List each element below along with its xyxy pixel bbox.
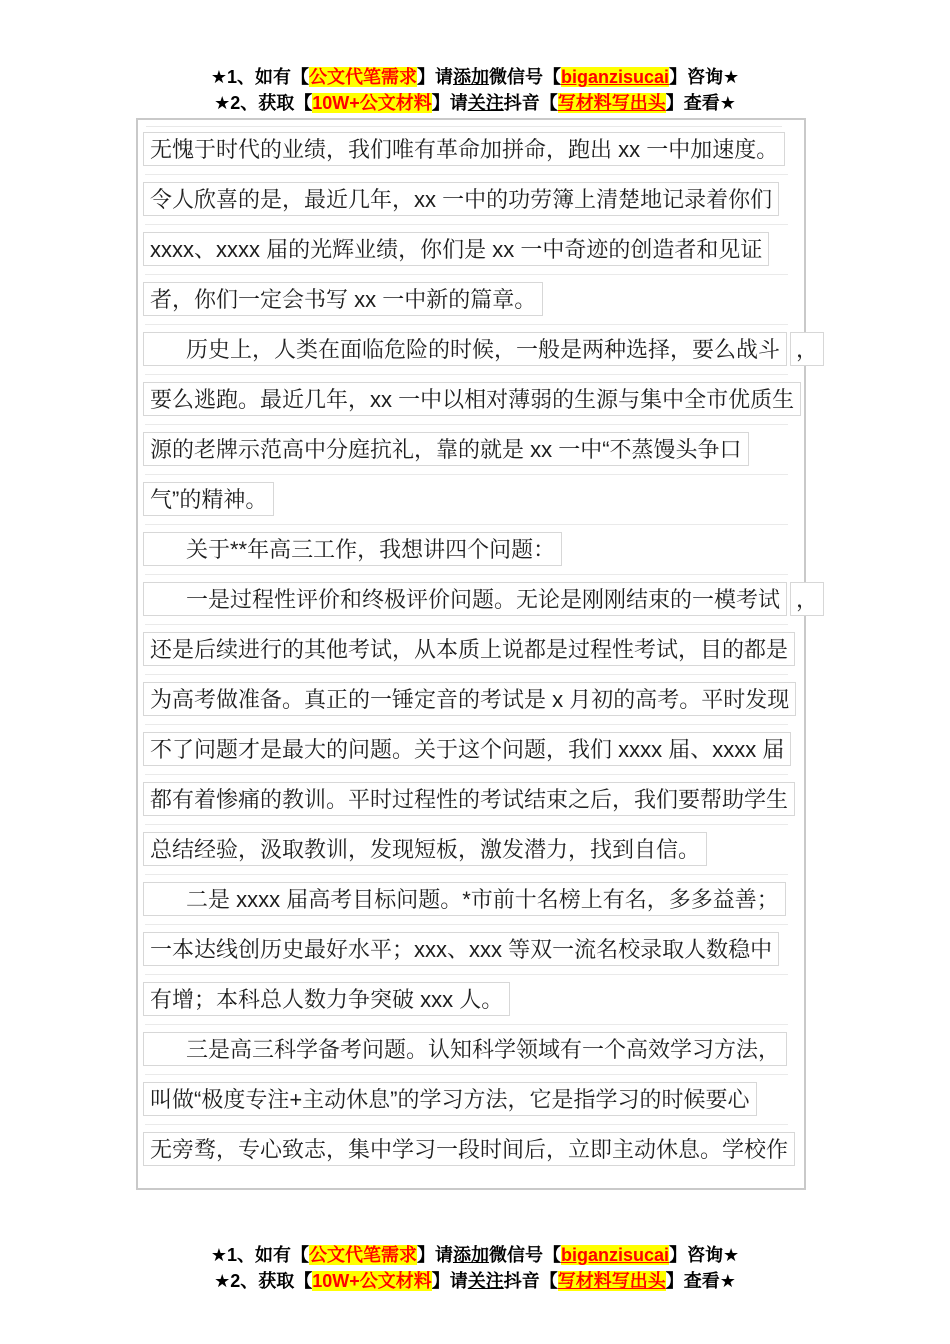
promo-highlight-text: 公文代笔需求	[308, 67, 417, 87]
promo-text: ★1、如有【	[210, 67, 309, 87]
promo-text: 】查看★	[665, 93, 736, 113]
text-line-row	[143, 432, 804, 466]
text-line: xxxx、xxxx 届的光辉业绩，你们是 xx 一中奇迹的创造者和见证	[143, 232, 769, 266]
promo-highlight-text: biganzisucai	[560, 1245, 670, 1265]
text-line-row	[143, 482, 804, 516]
text-line: 叫做“极度专注+主动休息”的学习方法，它是指学习的时候要心	[143, 1082, 757, 1116]
text-line: 不了问题才是最大的问题。关于这个问题，我们 xxxx 届、xxxx 届	[143, 732, 791, 766]
promo-underlined-text: 添加	[452, 67, 489, 87]
promo-text: 微信号【	[488, 1245, 561, 1265]
text-line: 要么逃跑。最近几年，xx 一中以相对薄弱的生源与集中全市优质生	[143, 382, 801, 416]
text-line: 还是后续进行的其他考试，从本质上说都是过程性考试，目的都是	[143, 632, 795, 666]
overflow-punctuation-box: ，	[790, 332, 824, 366]
text-line: 令人欣喜的是，最近几年，xx 一中的功劳簿上清楚地记录着你们	[143, 182, 779, 216]
text-line-row	[143, 732, 804, 766]
document-page	[136, 118, 819, 1190]
text-line: 一本达线创历史最好水平；xxx、xxx 等双一流名校录取人数稳中	[143, 932, 779, 966]
promo-highlight-text: 写材料写出头	[557, 93, 666, 113]
promo-top-line-2	[0, 90, 950, 116]
text-line-row	[143, 132, 804, 166]
promo-text: 】查看★	[665, 1271, 736, 1291]
promo-top-line-1	[0, 64, 950, 90]
text-line: 历史上，人类在面临危险的时候，一般是两种选择，要么战斗	[143, 332, 787, 366]
promo-text: 】请	[431, 1271, 468, 1291]
promo-banner-bottom	[0, 1242, 950, 1294]
promo-text: 抖音【	[503, 93, 558, 113]
promo-highlight-text: 10W+公文材料	[312, 93, 432, 113]
promo-text: 】请	[416, 67, 453, 87]
text-line-row	[143, 982, 804, 1016]
text-line: 有增；本科总人数力争突破 xxx 人。	[143, 982, 510, 1016]
promo-highlight-text: biganzisucai	[560, 67, 670, 87]
text-line: 气”的精神。	[143, 482, 274, 516]
text-line-row	[143, 182, 804, 216]
text-line: 一是过程性评价和终极评价问题。无论是刚刚结束的一模考试	[143, 582, 787, 616]
promo-text: 】咨询★	[669, 67, 740, 87]
text-line-row	[143, 282, 804, 316]
promo-text: ★2、获取【	[214, 93, 313, 113]
text-line: 三是高三科学备考问题。认知科学领域有一个高效学习方法，	[143, 1032, 787, 1066]
text-line-row	[143, 582, 819, 616]
text-line-row	[143, 682, 804, 716]
promo-text: ★1、如有【	[210, 1245, 309, 1265]
text-line-row	[143, 1082, 804, 1116]
text-line: 者，你们一定会书写 xx 一中新的篇章。	[143, 282, 543, 316]
text-line: 总结经验，汲取教训，发现短板，激发潜力，找到自信。	[143, 832, 707, 866]
text-line: 二是 xxxx 届高考目标问题。*市前十名榜上有名，多多益善；	[143, 882, 786, 916]
text-line: 都有着惨痛的教训。平时过程性的考试结束之后，我们要帮助学生	[143, 782, 795, 816]
overflow-punctuation-box: ，	[790, 582, 824, 616]
promo-highlight-text: 10W+公文材料	[312, 1271, 432, 1291]
promo-highlight-text: 公文代笔需求	[308, 1245, 417, 1265]
promo-highlight-text: 写材料写出头	[557, 1271, 666, 1291]
text-line: 为高考做准备。真正的一锤定音的考试是 x 月初的高考。平时发现	[143, 682, 796, 716]
text-line-row	[143, 632, 804, 666]
text-line: 无愧于时代的业绩，我们唯有革命加拼命，跑出 xx 一中加速度。	[143, 132, 785, 166]
text-line-row	[143, 882, 804, 916]
promo-text: 抖音【	[503, 1271, 558, 1291]
text-line-row	[143, 1032, 804, 1066]
text-line-row	[143, 332, 819, 366]
text-line-row	[143, 382, 804, 416]
promo-text: 微信号【	[488, 67, 561, 87]
text-line-row	[143, 932, 804, 966]
promo-bottom-line-2	[0, 1268, 950, 1294]
text-line: 源的老牌示范高中分庭抗礼，靠的就是 xx 一中“不蒸馒头争口	[143, 432, 749, 466]
text-line: 无旁骛，专心致志，集中学习一段时间后，立即主动休息。学校作	[143, 1132, 795, 1166]
promo-text: 】咨询★	[669, 1245, 740, 1265]
text-line: 关于**年高三工作，我想讲四个问题：	[143, 532, 562, 566]
promo-underlined-text: 关注	[467, 93, 504, 113]
text-line-row	[143, 1132, 804, 1166]
promo-underlined-text: 关注	[467, 1271, 504, 1291]
text-line-row	[143, 782, 804, 816]
text-line-row	[143, 832, 804, 866]
text-line-row	[143, 232, 804, 266]
promo-underlined-text: 添加	[452, 1245, 489, 1265]
promo-text: 】请	[416, 1245, 453, 1265]
text-line-row	[143, 532, 804, 566]
promo-banner-top	[0, 0, 950, 116]
promo-bottom-line-1	[0, 1242, 950, 1268]
promo-text: ★2、获取【	[214, 1271, 313, 1291]
promo-text: 】请	[431, 93, 468, 113]
